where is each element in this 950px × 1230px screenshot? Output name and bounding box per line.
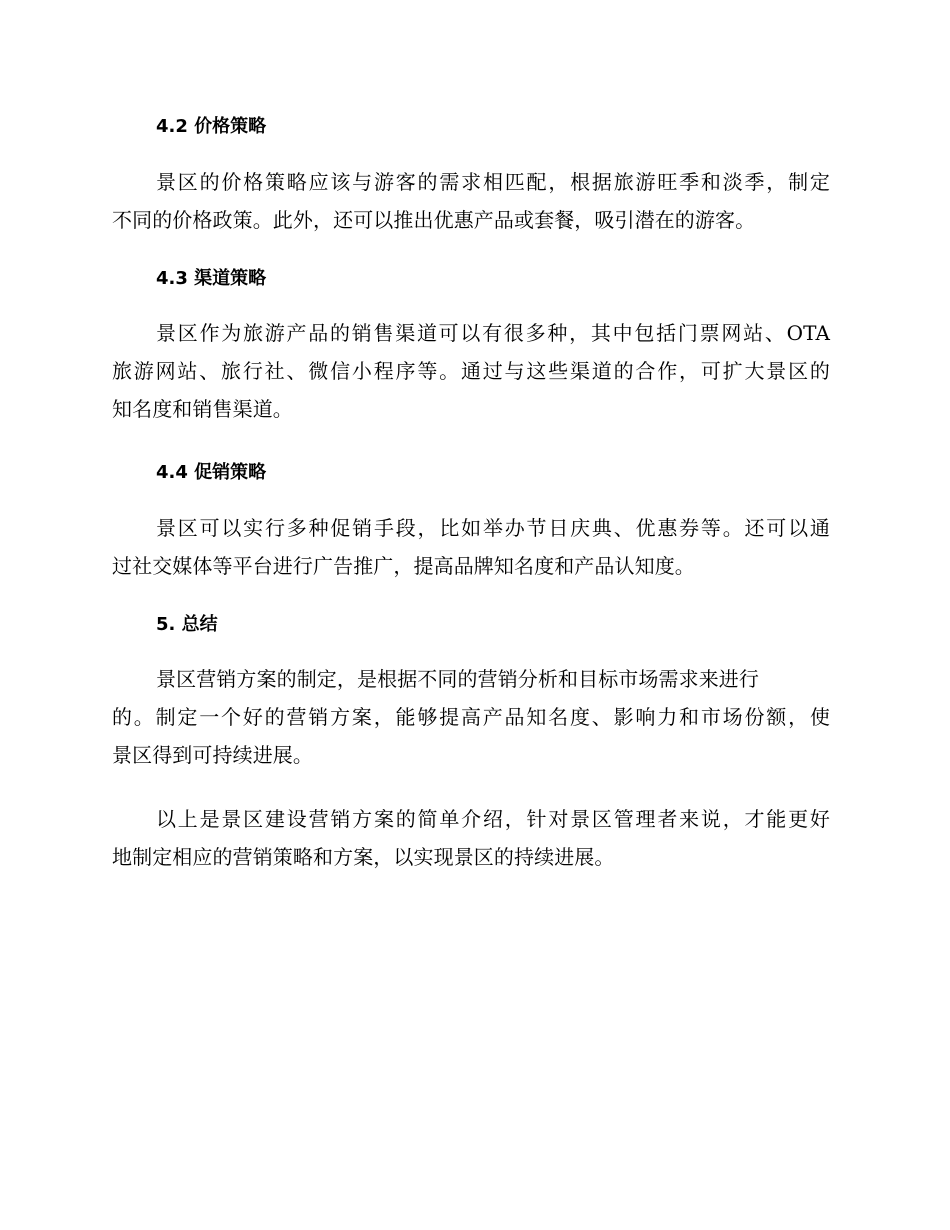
paragraph-channel-strategy [112,314,830,428]
paragraph-line: 景区可以实行多种促销手段，比如举办节日庆典、优惠券等。还可以通 [156,516,830,540]
paragraph-line: 景区营销方案的制定，是根据不同的营销分析和目标市场需求来进行 [156,667,759,691]
paragraph-line: 景区的价格策略应该与游客的需求相匹配，根据旅游旺季和淡季，制定 [156,170,830,194]
paragraph-price-strategy [112,163,830,239]
section-heading-4-4: 4.4 促销策略 [156,462,267,483]
paragraph-line: 景区得到可持续进展。 [112,743,313,767]
section-heading-4-3: 4.3 渠道策略 [156,268,267,289]
paragraph-line: 的。制定一个好的营销方案，能够提高产品知名度、影响力和市场份额，使 [112,705,830,729]
paragraph-line: 过社交媒体等平台进行广告推广，提高品牌知名度和产品认知度。 [112,554,695,578]
paragraph-line: 不同的价格政策。此外，还可以推出优惠产品或套餐，吸引潜在的游客。 [112,208,756,232]
paragraph-promotion-strategy [112,509,830,585]
paragraph-line: 地制定相应的营销策略和方案，以实现景区的持续进展。 [112,845,615,869]
paragraph-line: 旅游网站、旅行社、微信小程序等。通过与这些渠道的合作，可扩大景区的 [112,359,830,383]
paragraph-line: 知名度和销售渠道。 [112,397,293,421]
section-heading-5: 5. 总结 [156,614,218,635]
paragraph-line: 以上是景区建设营销方案的简单介绍，针对景区管理者来说，才能更好 [156,807,830,831]
paragraph-summary [112,660,830,774]
paragraph-line: 景区作为旅游产品的销售渠道可以有很多种，其中包括门票网站、OTA [156,321,830,345]
section-heading-4-2: 4.2 价格策略 [156,116,267,137]
paragraph-conclusion [112,800,830,876]
